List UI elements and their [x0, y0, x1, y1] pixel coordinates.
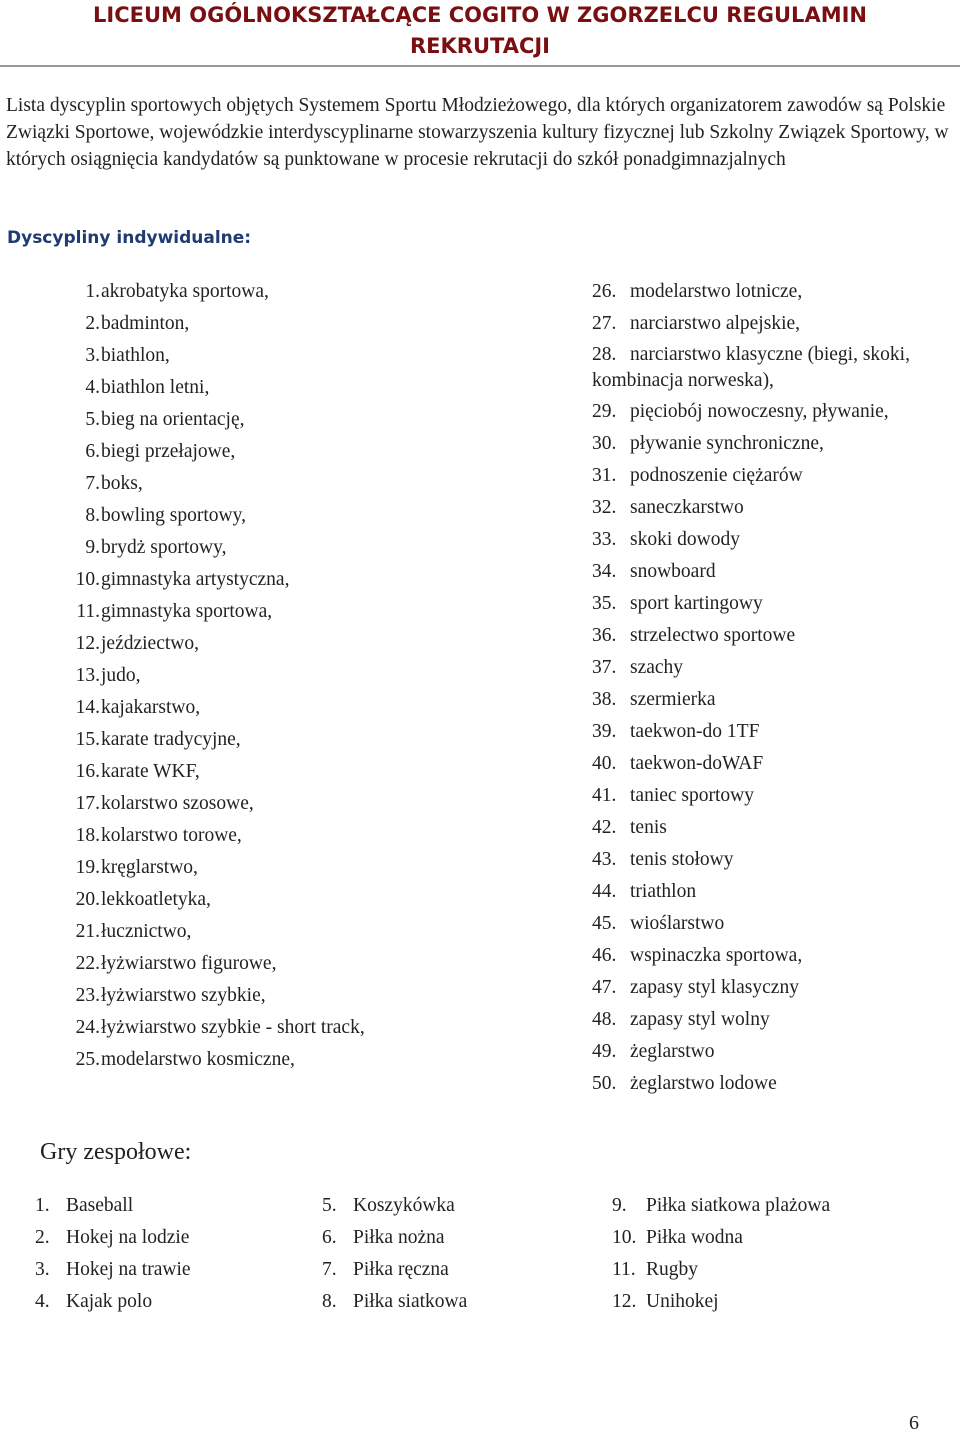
- list-item-label: sport kartingowy: [630, 593, 763, 614]
- list-item-label: łyżwiarstwo szybkie,: [101, 985, 266, 1006]
- list-item-number: 8.: [322, 1291, 337, 1312]
- list-item-label: Piłka siatkowa plażowa: [646, 1195, 831, 1216]
- list-item: [64, 756, 200, 788]
- list-item-label: modelarstwo kosmiczne,: [101, 1049, 295, 1070]
- list-item-number: 5.: [85, 409, 100, 430]
- list-item: [322, 1190, 467, 1222]
- list-item-label: biathlon,: [101, 345, 170, 366]
- list-item-label: łyżwiarstwo szybkie - short track,: [101, 1017, 365, 1038]
- list-item-label: żeglarstwo: [630, 1041, 715, 1062]
- list-item: [592, 812, 667, 844]
- list-item-label: Piłka wodna: [646, 1227, 743, 1248]
- list-item-label: Hokej na lodzie: [66, 1227, 190, 1248]
- list-item: [592, 492, 744, 524]
- list-item-number: 2.: [35, 1227, 50, 1248]
- list-item-number: 19.: [75, 857, 100, 878]
- list-item-number: 49.: [592, 1041, 617, 1062]
- list-item-label: żeglarstwo lodowe: [630, 1073, 777, 1094]
- list-item: [612, 1254, 830, 1286]
- list-item: [592, 342, 960, 394]
- list-item-number: 6.: [322, 1227, 337, 1248]
- list-item: [592, 940, 802, 972]
- list-item-label: łucznictwo,: [101, 921, 192, 942]
- list-item-number: 9.: [85, 537, 100, 558]
- list-item: [64, 436, 235, 468]
- list-item: [64, 692, 200, 724]
- list-item-number: 48.: [592, 1009, 617, 1030]
- list-item: [592, 396, 889, 428]
- list-item: [64, 788, 254, 820]
- list-item: [64, 820, 242, 852]
- list-item: [592, 428, 824, 460]
- list-item: [64, 948, 276, 980]
- list-item: [592, 1036, 714, 1068]
- list-item: [64, 724, 241, 756]
- list-item-label: gimnastyka artystyczna,: [101, 569, 290, 590]
- list-item: [64, 564, 289, 596]
- list-item-label: pływanie synchroniczne,: [630, 433, 824, 454]
- list-item: [64, 628, 199, 660]
- list-item-number: 47.: [592, 977, 617, 998]
- list-item-label: saneczkarstwo: [630, 497, 744, 518]
- list-item-label: Baseball: [66, 1195, 134, 1216]
- list-item-number: 3.: [35, 1259, 50, 1280]
- list-item-number: 32.: [592, 497, 617, 518]
- list-item-number: 5.: [322, 1195, 337, 1216]
- list-item: [612, 1222, 830, 1254]
- list-item-number: 36.: [592, 625, 617, 646]
- list-item-number: 7.: [322, 1259, 337, 1280]
- list-item-label: karate WKF,: [101, 761, 200, 782]
- list-item: [64, 980, 266, 1012]
- list-item-label: gimnastyka sportowa,: [101, 601, 273, 622]
- list-item-number: 14.: [75, 697, 100, 718]
- list-item-label: kolarstwo torowe,: [101, 825, 242, 846]
- team-list-col-1: [35, 1190, 191, 1318]
- list-item-label: biathlon letni,: [101, 377, 210, 398]
- list-item-label: akrobatyka sportowa,: [101, 281, 269, 302]
- list-item: [64, 500, 246, 532]
- list-item: [35, 1286, 191, 1318]
- list-item: [592, 780, 754, 812]
- list-item-number: 29.: [592, 401, 617, 422]
- list-item-label: bieg na orientację,: [101, 409, 245, 430]
- team-list-col-2: [322, 1190, 467, 1318]
- list-item-label: taniec sportowy: [630, 785, 755, 806]
- list-item-label: badminton,: [101, 313, 190, 334]
- list-item-number: 13.: [75, 665, 100, 686]
- list-item: [64, 308, 189, 340]
- list-item-number: 1.: [85, 281, 100, 302]
- list-item: [592, 908, 724, 940]
- list-item: [322, 1222, 467, 1254]
- list-item: [592, 460, 803, 492]
- list-item-number: 6.: [85, 441, 100, 462]
- list-item-number: 3.: [85, 345, 100, 366]
- team-list-col-3: [612, 1190, 830, 1318]
- list-item: [35, 1222, 191, 1254]
- list-item-number: 24.: [75, 1017, 100, 1038]
- list-item-number: 22.: [75, 953, 100, 974]
- list-item: [592, 716, 759, 748]
- list-item-number: 38.: [592, 689, 617, 710]
- list-item: [592, 1004, 770, 1036]
- list-item-label: skoki dowody: [630, 529, 740, 550]
- list-item-number: 39.: [592, 721, 617, 742]
- header-rule: [0, 65, 960, 67]
- list-item-label: Piłka siatkowa: [353, 1291, 468, 1312]
- list-item: [35, 1190, 191, 1222]
- list-item-label: Unihokej: [646, 1291, 719, 1312]
- list-item-label: lekkoatletyka,: [101, 889, 211, 910]
- list-item-label: Rugby: [646, 1259, 699, 1280]
- list-item-label: zapasy styl wolny: [630, 1009, 770, 1030]
- list-item-label: judo,: [101, 665, 141, 686]
- list-item-number: 10.: [75, 569, 100, 590]
- list-item: [64, 468, 143, 500]
- intro-paragraph: Lista dyscyplin sportowych objętych Systemem Sportu Młodzieżowego, dla których organizatorem zawodów są Polskie Związki Sportowe, wojewódzkie interdyscyplinarne stowarzyszenia kultury fizycznej lub Szkolny Związek Sportowy, w których osiągnięcia kandydatów są punktowane w procesie rekrutacji do szkół ponadgimnazjalnych: [6, 95, 949, 171]
- list-item-number: 50.: [592, 1073, 617, 1094]
- list-item-label: taekwon-do 1TF: [630, 721, 760, 742]
- list-item-label: kolarstwo szosowe,: [101, 793, 254, 814]
- list-item: [64, 852, 198, 884]
- list-item-label: jeździectwo,: [101, 633, 199, 654]
- list-item-number: 37.: [592, 657, 617, 678]
- list-item-label: brydż sportowy,: [101, 537, 227, 558]
- list-item: [64, 404, 244, 436]
- list-item-label: bowling sportowy,: [101, 505, 246, 526]
- list-item-number: 25.: [75, 1049, 100, 1070]
- list-item-number: 7.: [85, 473, 100, 494]
- list-item-label: łyżwiarstwo figurowe,: [101, 953, 277, 974]
- list-item: [64, 1044, 295, 1076]
- individual-heading: Dyscypliny indywidualne:: [7, 228, 252, 248]
- list-item: [592, 556, 716, 588]
- list-item-number: 41.: [592, 785, 617, 806]
- list-item: [592, 1068, 777, 1100]
- list-item: [592, 524, 740, 556]
- list-item-number: 30.: [592, 433, 617, 454]
- list-item-number: 42.: [592, 817, 617, 838]
- list-item: [592, 620, 795, 652]
- list-item-number: 4.: [35, 1291, 50, 1312]
- list-item-label: strzelectwo sportowe: [630, 625, 796, 646]
- list-item: [592, 276, 802, 308]
- list-item: [612, 1190, 830, 1222]
- list-item-label: biegi przełajowe,: [101, 441, 236, 462]
- list-item-label: pięciobój nowoczesny, pływanie,: [630, 401, 889, 422]
- list-item: [64, 276, 269, 308]
- list-item-number: 1.: [35, 1195, 50, 1216]
- list-item-number: 44.: [592, 881, 617, 902]
- list-item-number: 17.: [75, 793, 100, 814]
- list-item-number: 15.: [75, 729, 100, 750]
- list-item-label: snowboard: [630, 561, 716, 582]
- list-item-label: triathlon: [630, 881, 697, 902]
- list-item: [592, 972, 799, 1004]
- list-item-label: kajakarstwo,: [101, 697, 201, 718]
- header-title-line-1: LICEUM OGÓLNOKSZTAŁCĄCE COGITO W ZGORZELCU REGULAMIN: [93, 3, 867, 27]
- list-item: [64, 340, 170, 372]
- list-item-number: 10.: [612, 1227, 637, 1248]
- list-item-label: Koszykówka: [353, 1195, 455, 1216]
- list-item: [64, 372, 209, 404]
- list-item-label: Hokej na trawie: [66, 1259, 191, 1280]
- list-item-number: 31.: [592, 465, 617, 486]
- list-item-label: podnoszenie ciężarów: [630, 465, 803, 486]
- list-item-label: taekwon-doWAF: [630, 753, 764, 774]
- list-item-number: 18.: [75, 825, 100, 846]
- list-item-label: szermierka: [630, 689, 716, 710]
- list-item-number: 12.: [75, 633, 100, 654]
- list-item: [64, 596, 272, 628]
- list-item-number: 46.: [592, 945, 617, 966]
- list-item-number: 33.: [592, 529, 617, 550]
- list-item-label: narciarstwo klasyczne (biegi, skoki,: [630, 344, 910, 365]
- list-item-label: wioślarstwo: [630, 913, 725, 934]
- list-item: [64, 1012, 365, 1044]
- list-item-number: 11.: [76, 601, 100, 622]
- list-item-number: 28.: [592, 344, 617, 365]
- list-item-label: tenis: [630, 817, 667, 838]
- list-item-number: 12.: [612, 1291, 637, 1312]
- list-item-label: tenis stołowy: [630, 849, 734, 870]
- team-heading: Gry zespołowe:: [40, 1139, 192, 1165]
- list-item-number: 9.: [612, 1195, 627, 1216]
- list-item-label: karate tradycyjne,: [101, 729, 241, 750]
- list-item-number: 2.: [85, 313, 100, 334]
- list-item: [322, 1286, 467, 1318]
- list-item: [64, 916, 191, 948]
- list-item-number: 16.: [75, 761, 100, 782]
- list-item-number: 27.: [592, 313, 617, 334]
- page-header: [0, 0, 960, 62]
- list-item-number: 40.: [592, 753, 617, 774]
- list-item-label: kręglarstwo,: [101, 857, 198, 878]
- list-item: [612, 1286, 830, 1318]
- list-item-label: Kajak polo: [66, 1291, 153, 1312]
- list-item-number: 11.: [612, 1259, 636, 1280]
- list-item-label: wspinaczka sportowa,: [630, 945, 803, 966]
- list-item: [592, 588, 763, 620]
- list-item: [64, 532, 226, 564]
- list-item: [64, 884, 211, 916]
- list-item-label: narciarstwo alpejskie,: [630, 313, 801, 334]
- list-item: [592, 308, 800, 340]
- list-item-label: Piłka nożna: [353, 1227, 445, 1248]
- list-item-number: 45.: [592, 913, 617, 934]
- list-item-label-continued: kombinacja norweska),: [592, 370, 774, 391]
- list-item: [592, 684, 716, 716]
- list-item-number: 35.: [592, 593, 617, 614]
- list-item-label: szachy: [630, 657, 684, 678]
- list-item: [592, 748, 763, 780]
- list-item: [322, 1254, 467, 1286]
- list-item-number: 23.: [75, 985, 100, 1006]
- header-title-line-2: REKRUTACJI: [410, 34, 550, 58]
- list-item-number: 43.: [592, 849, 617, 870]
- list-item-number: 34.: [592, 561, 617, 582]
- list-item: [35, 1254, 191, 1286]
- list-item-label: modelarstwo lotnicze,: [630, 281, 803, 302]
- list-item-label: Piłka ręczna: [353, 1259, 449, 1280]
- list-item-number: 26.: [592, 281, 617, 302]
- list-item-number: 4.: [85, 377, 100, 398]
- list-item: [592, 652, 683, 684]
- list-item-label: zapasy styl klasyczny: [630, 977, 799, 998]
- list-item-number: 8.: [85, 505, 100, 526]
- page-number: 6: [909, 1412, 919, 1434]
- list-item: [64, 660, 141, 692]
- list-item-number: 21.: [75, 921, 100, 942]
- list-item-label: boks,: [101, 473, 143, 494]
- list-item: [592, 876, 696, 908]
- list-item: [592, 844, 733, 876]
- list-item-number: 20.: [75, 889, 100, 910]
